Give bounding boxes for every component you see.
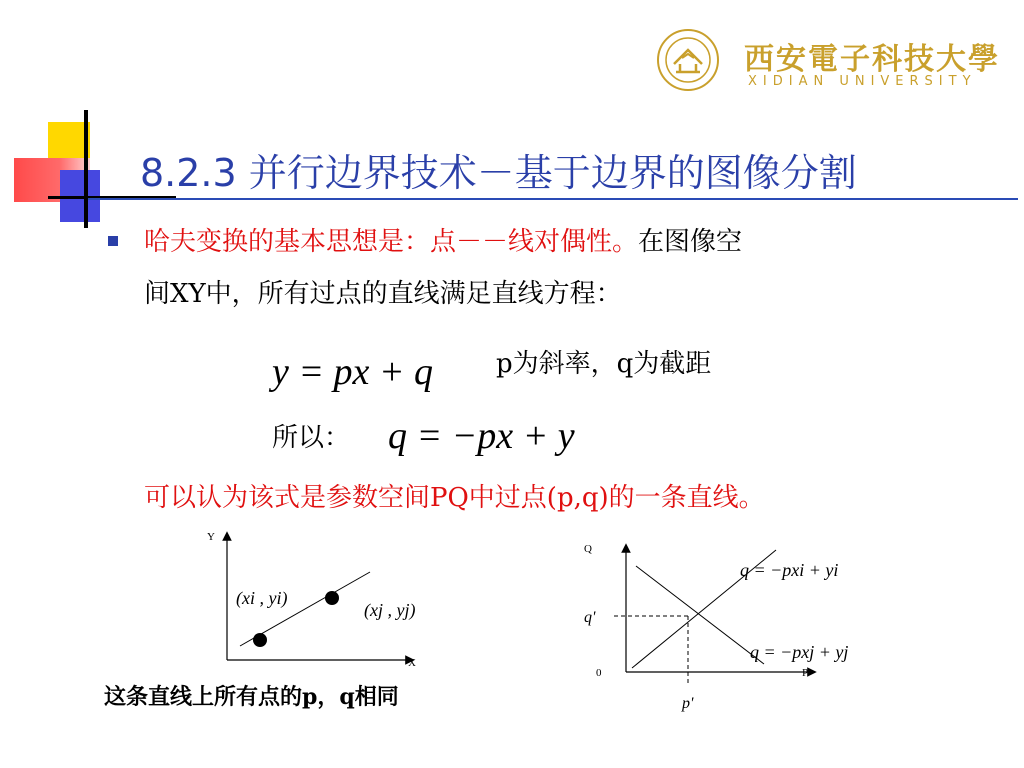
graph-caption: 这条直线上所有点的p，q相同: [104, 684, 399, 710]
bullet-red-text: 哈夫变换的基本思想是：点－－线对偶性。: [144, 227, 639, 257]
slide-title: 8.2.3 并行边界技术－基于边界的图像分割: [140, 151, 857, 195]
point-j-label: (xj , yj): [364, 600, 416, 620]
p-star-label: p': [682, 695, 694, 712]
q-axis-label: Q: [584, 543, 592, 555]
point-j: [325, 591, 339, 605]
line-j-label: q = −pxj + yj: [750, 642, 849, 662]
bullet-line-2: 间XY中，所有过点的直线满足直线方程：: [144, 279, 622, 309]
p-axis-label: P: [802, 667, 809, 679]
equation-note: p为斜率，q为截距: [496, 349, 712, 379]
line-i-label: q = −pxi + yi: [740, 560, 839, 580]
title-underline: [88, 198, 1018, 200]
equation-line: y = px + q: [272, 351, 434, 393]
point-i-label: (xi , yi): [236, 588, 288, 608]
x-axis-label: X: [408, 657, 416, 669]
image-space-graph: [180, 520, 460, 680]
decor-vertical-line: [84, 110, 88, 228]
bullet-marker: [108, 236, 118, 246]
university-name-en: XIDIAN UNIVERSITY: [748, 74, 977, 89]
q-star-label: q': [584, 609, 596, 626]
conclusion-text: 可以认为该式是参数空间PQ中过点(p,q)的一条直线。: [144, 483, 765, 513]
university-name-cn: 西安電子科技大學: [744, 42, 1000, 77]
y-axis-label: Y: [207, 531, 215, 543]
parameter-space-graph: [576, 536, 906, 716]
point-i: [253, 633, 267, 647]
therefore-label: 所以：: [272, 423, 351, 453]
bullet-black-text: 在图像空: [638, 227, 743, 257]
bullet-line-1: [144, 222, 742, 262]
equation-param: q = −px + y: [388, 415, 575, 457]
university-seal-logo: [656, 28, 720, 92]
origin-label: 0: [596, 667, 602, 679]
